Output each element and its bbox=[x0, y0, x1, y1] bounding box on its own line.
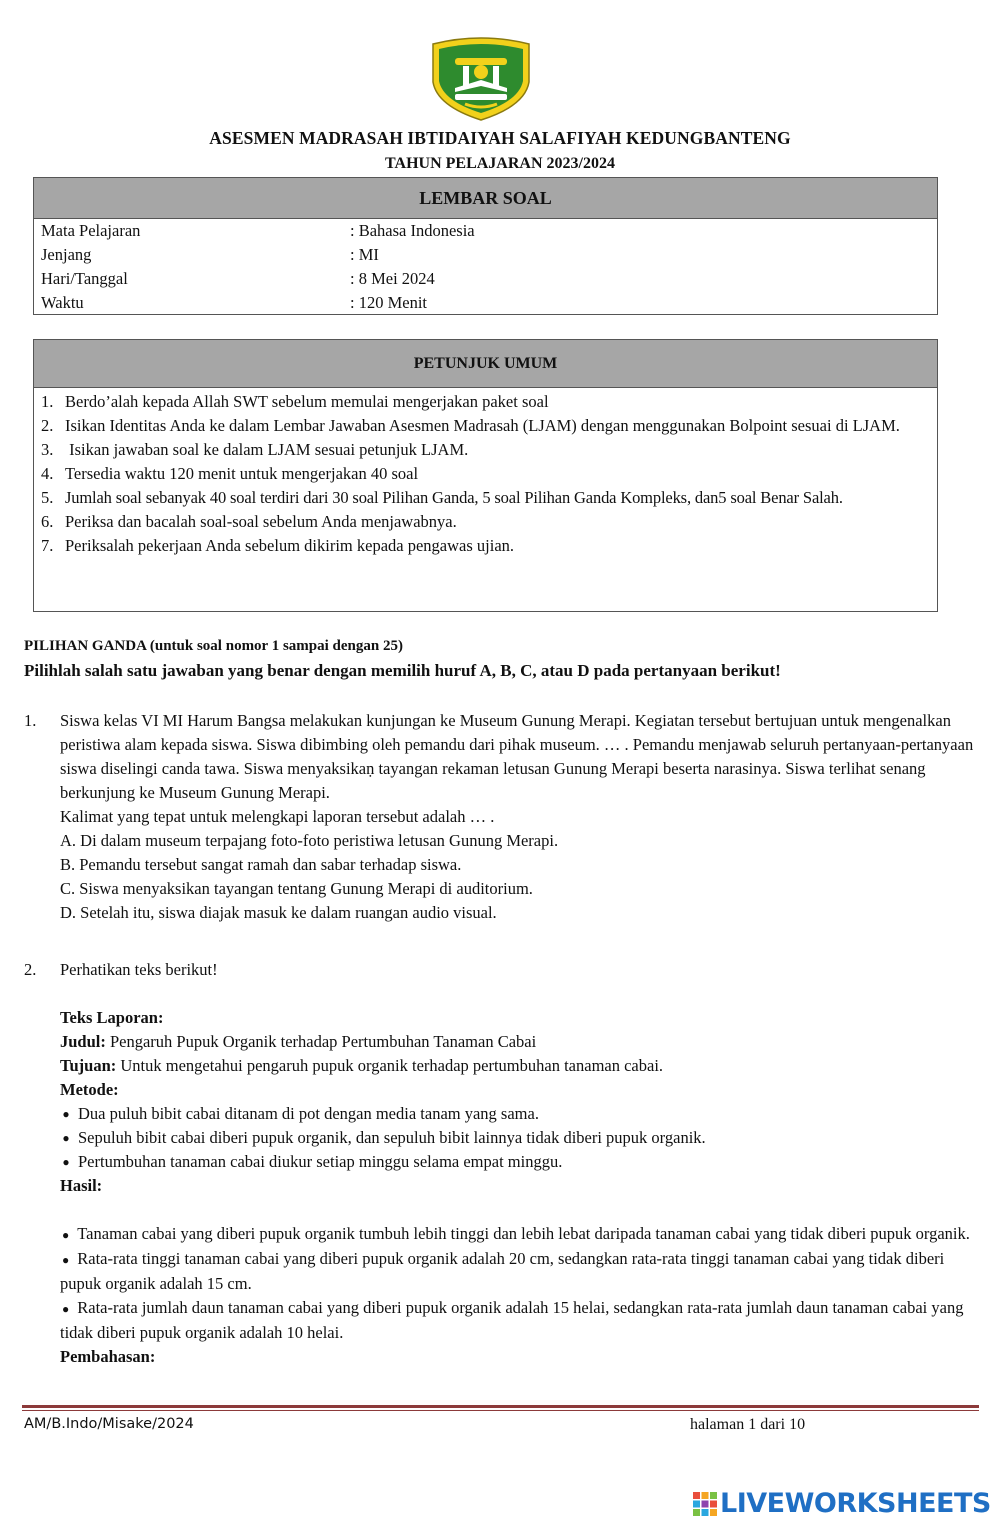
list-item: ● Dua puluh bibit cabai ditanam di pot dengan media tanam yang sama. bbox=[54, 1102, 979, 1126]
petunjuk-heading: PETUNJUK UMUM bbox=[34, 340, 937, 388]
info-label-level: Jenjang bbox=[41, 245, 92, 264]
list-item: 2. Isikan Identitas Anda ke dalam Lembar Jawaban Asesmen Madrasah (LJAM) dengan menggunakan Bolpoint sesuai di LJAM. bbox=[41, 416, 900, 435]
list-item: ● Sepuluh bibit cabai diberi pupuk organik, dan sepuluh bibit lainnya tidak diberi pupuk organik. bbox=[54, 1126, 979, 1150]
option-d[interactable]: D. Setelah itu, siswa diajak masuk ke dalam ruangan audio visual. bbox=[60, 903, 497, 922]
question-prompt: Kalimat yang tepat untuk melengkapi laporan tersebut adalah … . bbox=[60, 807, 495, 826]
footer-rule-thin bbox=[22, 1410, 979, 1411]
list-item: ● Rata-rata jumlah daun tanaman cabai yang diberi pupuk organik adalah 15 helai, sedangkan rata-rata jumlah daun tanaman cabai yang tidak diberi pupuk organik adalah 10 helai. bbox=[60, 1298, 964, 1342]
info-value-level: : MI bbox=[350, 245, 379, 264]
metode-list bbox=[54, 1102, 979, 1174]
liveworksheets-watermark bbox=[692, 1488, 991, 1519]
tujuan-line: Tujuan: Untuk mengetahui pengaruh pupuk organik terhadap pertumbuhan tanaman cabai. bbox=[60, 1056, 664, 1075]
info-label-date: Hari/Tanggal bbox=[41, 269, 128, 288]
option-b[interactable]: B. Pemandu tersebut sangat ramah dan sabar terhadap siswa. bbox=[60, 855, 462, 874]
bullet-icon: ● bbox=[62, 1302, 70, 1316]
school-title: ASESMEN MADRASAH IBTIDAIYAH SALAFIYAH KEDUNGBANTENG bbox=[209, 128, 791, 148]
lembar-soal-heading: LEMBAR SOAL bbox=[34, 178, 937, 219]
list-item: ● Pertumbuhan tanaman cabai diukur setiap minggu selama empat minggu. bbox=[54, 1150, 979, 1174]
judul-line: Judul: Pengaruh Pupuk Organik terhadap Pertumbuhan Tanaman Cabai bbox=[60, 1032, 537, 1051]
liveworksheets-wordmark: LIVEWORKSHEETS bbox=[720, 1488, 991, 1519]
question-1 bbox=[24, 709, 979, 925]
list-item: 7. Periksalah pekerjaan Anda sebelum dikirim kepada pengawas ujian. bbox=[41, 536, 515, 555]
petunjuk-umum-box bbox=[33, 339, 938, 612]
hasil-heading: Hasil: bbox=[60, 1176, 103, 1195]
bullet-icon: ● bbox=[62, 1155, 70, 1169]
footer-rule bbox=[22, 1405, 979, 1408]
list-item: 6. Periksa dan bacalah soal-soal sebelum Anda menjawabnya. bbox=[41, 512, 457, 531]
question-stem: Siswa kelas VI MI Harum Bangsa melakukan kunjungan ke Museum Gunung Merapi. Kegiatan tersebut bertujuan untuk mengenalkan peristiwa alam kepada siswa. Siswa dibimbing oleh pemandu dari pihak museum. … . Pemandu menjawab seluruh pertanyaan-pertanyaan siswa diselingi canda tawa. Siswa menyaksikaṇ tayangan rekaman letusan Gunung Merapi beserta narasinya. Siswa terlihat senang berkunjung ke Museum Gunung Merapi. bbox=[60, 711, 974, 802]
bullet-icon: ● bbox=[62, 1107, 70, 1121]
list-item: 1. Berdo’alah kepada Allah SWT sebelum memulai mengerjakan paket soal bbox=[41, 392, 549, 411]
option-c[interactable]: C. Siswa menyaksikan tayangan tentang Gunung Merapi di auditorium. bbox=[60, 879, 533, 898]
list-item: ● Rata-rata tinggi tanaman cabai yang diberi pupuk organik adalah 20 cm, sedangkan rata-rata tinggi tanaman cabai yang tidak diberi pupuk organik adalah 15 cm. bbox=[60, 1249, 945, 1293]
info-value-subject: : Bahasa Indonesia bbox=[350, 221, 475, 240]
section-instruction: Pilihlah salah satu jawaban yang benar dengan memilih huruf A, B, C, atau D pada pertanyaan berikut! bbox=[24, 661, 781, 680]
teks-heading: Teks Laporan: bbox=[60, 1008, 164, 1027]
list-item: ● Tanaman cabai yang diberi pupuk organik tumbuh lebih tinggi dan lebih lebat daripada tanaman cabai yang tidak diberi pupuk organik. bbox=[62, 1224, 970, 1243]
info-value-date: : 8 Mei 2024 bbox=[350, 269, 435, 288]
question-number: 1. bbox=[24, 711, 37, 730]
list-item: 5. Jumlah soal sebanyak 40 soal terdiri dari 30 soal Pilihan Ganda, 5 soal Pilihan Ganda Kompleks, dan5 soal Benar Salah. bbox=[41, 488, 843, 507]
info-value-time: : 120 Menit bbox=[350, 293, 427, 312]
bullet-icon: ● bbox=[62, 1228, 70, 1242]
info-label-subject: Mata Pelajaran bbox=[41, 221, 141, 240]
question-intro: Perhatikan teks berikut! bbox=[60, 960, 218, 979]
question-number: 2. bbox=[24, 960, 37, 979]
document-code: AM/B.Indo/Misake/2024 bbox=[24, 1416, 194, 1432]
bullet-icon: ● bbox=[62, 1131, 70, 1145]
school-logo bbox=[425, 36, 537, 122]
list-item: 3. Isikan jawaban soal ke dalam LJAM sesuai petunjuk LJAM. bbox=[41, 440, 469, 459]
metode-heading: Metode: bbox=[60, 1080, 119, 1099]
question-2 bbox=[24, 958, 979, 1369]
petunjuk-list bbox=[41, 390, 931, 558]
page-number: halaman 1 dari 10 bbox=[690, 1416, 806, 1433]
section-title: PILIHAN GANDA (untuk soal nomor 1 sampai dengan 25) bbox=[24, 638, 403, 654]
option-a[interactable]: A. Di dalam museum terpajang foto-foto peristiwa letusan Gunung Merapi. bbox=[60, 831, 559, 850]
info-label-time: Waktu bbox=[41, 293, 84, 312]
bullet-icon: ● bbox=[62, 1253, 70, 1267]
academic-year: TAHUN PELAJARAN 2023/2024 bbox=[385, 155, 615, 172]
pembahasan-heading: Pembahasan: bbox=[60, 1347, 156, 1366]
liveworksheets-logo-icon bbox=[692, 1491, 718, 1517]
list-item: 4. Tersedia waktu 120 menit untuk mengerjakan 40 soal bbox=[41, 464, 419, 483]
lembar-soal-box bbox=[33, 177, 938, 315]
